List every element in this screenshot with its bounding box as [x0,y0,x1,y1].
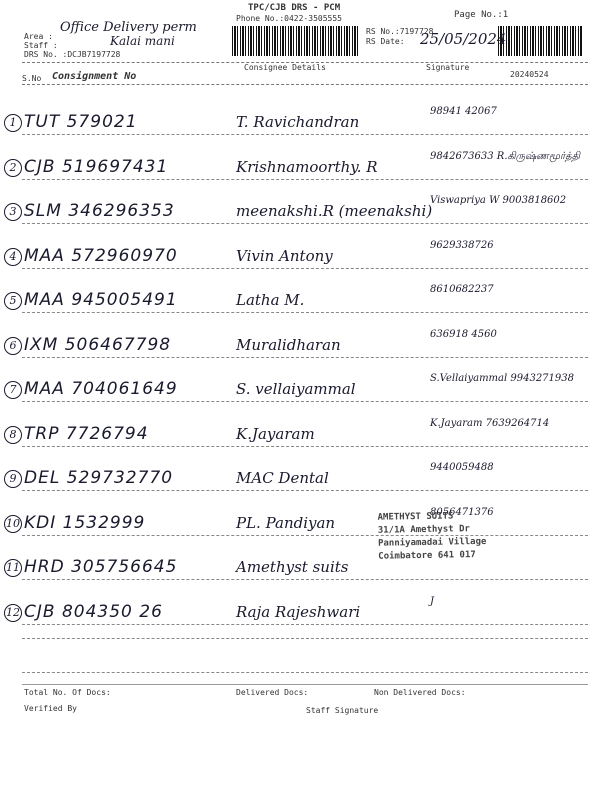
delivered-docs-label: Delivered Docs: [236,688,309,697]
row-number: 3 [4,203,22,221]
consignee-name: PL. Pandiyan [236,513,336,532]
row-divider [22,579,588,580]
consignment-number: MAA 704061649 [24,379,178,399]
receiver-signature: 9842673633 R.கிருஷ்ணமூர்த்தி [430,150,580,162]
stamp-line-4: Coimbatore 641 017 [378,550,476,562]
consignment-number: MAA 945005491 [24,290,178,310]
barcode-rs [498,26,582,56]
verified-by-label: Verified By [24,704,77,713]
row-divider [22,357,588,358]
staff-handwritten: Kalai mani [110,34,175,48]
consignment-number: MAA 572960970 [24,245,178,266]
row-number: 1 [4,114,22,132]
receiver-signature: 9629338726 [430,239,494,251]
consignee-name: T. Ravichandran [236,113,360,131]
row-number: 6 [4,337,22,355]
consignment-number: KDI 1532999 [24,512,146,533]
row-number: 12 [4,604,22,622]
row-divider [22,401,588,402]
page-number: Page No.:1 [454,10,509,20]
header-divider-2 [22,84,588,85]
date-code: 20240524 [510,70,549,79]
report-title: TPC/CJB DRS - PCM [248,3,341,13]
consignee-name: Raja Rajeshwari [236,602,361,621]
consignee-name: Latha M. [236,291,305,309]
consignee-name: Amethyst suits [236,558,349,576]
consignee-name: Vivin Antony [236,246,333,265]
consignment-number: DEL 529732770 [24,468,174,488]
row-divider [22,268,588,269]
row-number: 4 [4,248,22,266]
stamp-line-1: AMETHYST SUITS [377,511,454,523]
consignment-number: HRD 305756645 [24,557,178,577]
rs-date-handwritten: 25/05/2024 [420,30,507,48]
row-divider [22,446,588,447]
empty-row-line [22,638,588,639]
row-number: 10 [4,515,22,533]
row-divider [22,624,588,625]
receiver-signature: 8610682237 [430,284,494,295]
staff-signature-label: Staff Signature [306,706,379,715]
area-label: Area : [24,32,53,41]
rs-number: RS No.:7197728 [366,27,434,36]
receiver-signature: 98941 42067 [430,106,497,117]
consignee-name: K.Jayaram [236,424,315,443]
consignee-details-label: Consignee Details [244,63,326,72]
receiver-signature: 636918 4560 [430,328,497,340]
row-divider [22,223,588,224]
row-number: 2 [4,159,22,177]
consignment-no-label: Consignment No [52,71,137,82]
consignee-name: MAC Dental [236,469,329,487]
row-number: 5 [4,292,22,310]
receiver-signature: J [430,595,435,607]
row-number: 9 [4,470,22,488]
consignment-number: IXM 506467798 [24,334,172,355]
non-delivered-docs-label: Non Delivered Docs: [374,688,466,697]
receiver-signature: S.Vellaiyammal 9943271938 [430,373,574,384]
row-number: 8 [4,426,22,444]
sno-label: S.No [22,74,42,83]
receiver-signature: K.Jayaram 7639264714 [430,417,550,429]
receiver-signature: Viswapriya W 9003818602 [430,195,567,206]
consignee-name: S. vellaiyammal [236,380,356,398]
footer-divider [22,684,588,685]
stamp-line-2: 31/1A Amethyst Dr [377,524,471,536]
row-divider [22,312,588,313]
consignee-name: Muralidharan [236,335,341,354]
consignment-number: CJB 519697431 [24,156,169,177]
receiver-signature: 8056471376 [430,506,494,518]
phone-number: Phone No.:0422-3505555 [236,14,342,23]
consignment-number: SLM 346296353 [24,201,175,221]
signature-label: Signature [426,63,470,72]
drs-number: DRS No. :DCJB7197728 [24,50,121,59]
consignment-number: TUT 579021 [24,112,138,132]
rs-date-label: RS Date: [366,37,405,46]
consignee-name: Krishnamoorthy. R [236,157,378,176]
stamp-line-3: Panniyamadai Village [377,536,487,549]
row-divider [22,490,588,491]
barcode-drs [232,26,360,56]
row-divider [22,179,588,180]
row-number: 7 [4,381,22,399]
row-divider [22,134,588,135]
area-handwritten: Office Delivery perm [60,20,197,35]
row-number: 11 [4,559,22,577]
staff-label: Staff : [24,41,58,50]
consignee-name: meenakshi.R (meenakshi) [236,202,433,220]
company-stamp [377,508,578,573]
consignment-number: CJB 804350 26 [24,601,163,622]
receiver-signature: 9440059488 [430,462,494,473]
empty-row-line [22,672,588,673]
consignment-number: TRP 7726794 [24,423,149,444]
total-docs-label: Total No. Of Docs: [24,688,111,697]
